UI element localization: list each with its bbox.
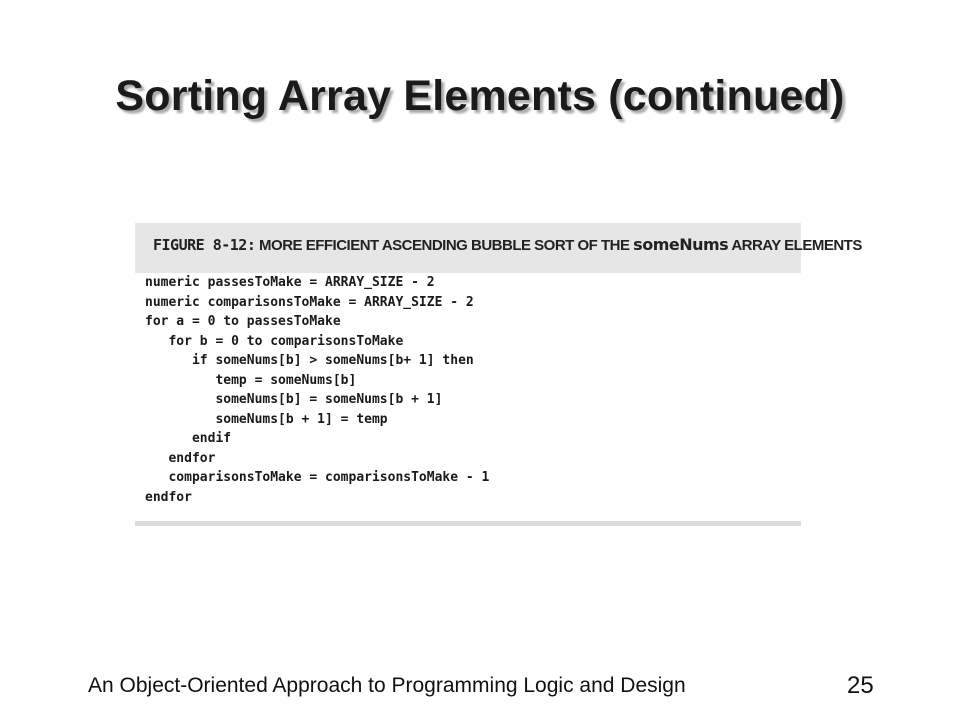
pseudocode-block — [145, 273, 489, 507]
code-line: numeric comparisonsToMake = ARRAY_SIZE - 2 — [145, 294, 474, 310]
figure-caption-bar — [135, 223, 862, 273]
code-line: numeric passesToMake = ARRAY_SIZE - 2 — [145, 275, 435, 290]
code-line: for b = 0 to comparisonsToMake — [145, 333, 404, 349]
code-line: endfor — [145, 489, 192, 505]
figure-caption-text: MORE EFFICIENT ASCENDING BUBBLE SORT OF THE — [259, 237, 630, 254]
figure-number: FIGURE 8-12: — [153, 236, 256, 254]
figure-caption-identifier: someNums — [633, 235, 729, 254]
slide-footer: An Object-Oriented Approach to Programming Logic and Design — [88, 674, 686, 697]
code-line: for a = 0 to passesToMake — [145, 314, 341, 329]
code-line: endif — [145, 431, 232, 446]
code-line: temp = someNums[b] — [145, 372, 357, 388]
code-figure — [135, 223, 862, 527]
code-line: someNums[b + 1] = temp — [145, 411, 388, 427]
figure-caption — [153, 235, 862, 254]
code-line: if someNums[b] > someNums[b+ 1] then — [145, 353, 474, 368]
slide-title: Sorting Array Elements (continued) — [115, 72, 845, 120]
code-line: comparisonsToMake = comparisonsToMake - 1 — [145, 470, 490, 485]
code-line: endfor — [145, 450, 216, 466]
figure-caption-suffix: ARRAY ELEMENTS — [731, 237, 862, 254]
page-number: 25 — [847, 672, 874, 699]
code-line: someNums[b] = someNums[b + 1] — [145, 392, 443, 407]
figure-bottom-rule — [135, 521, 801, 526]
